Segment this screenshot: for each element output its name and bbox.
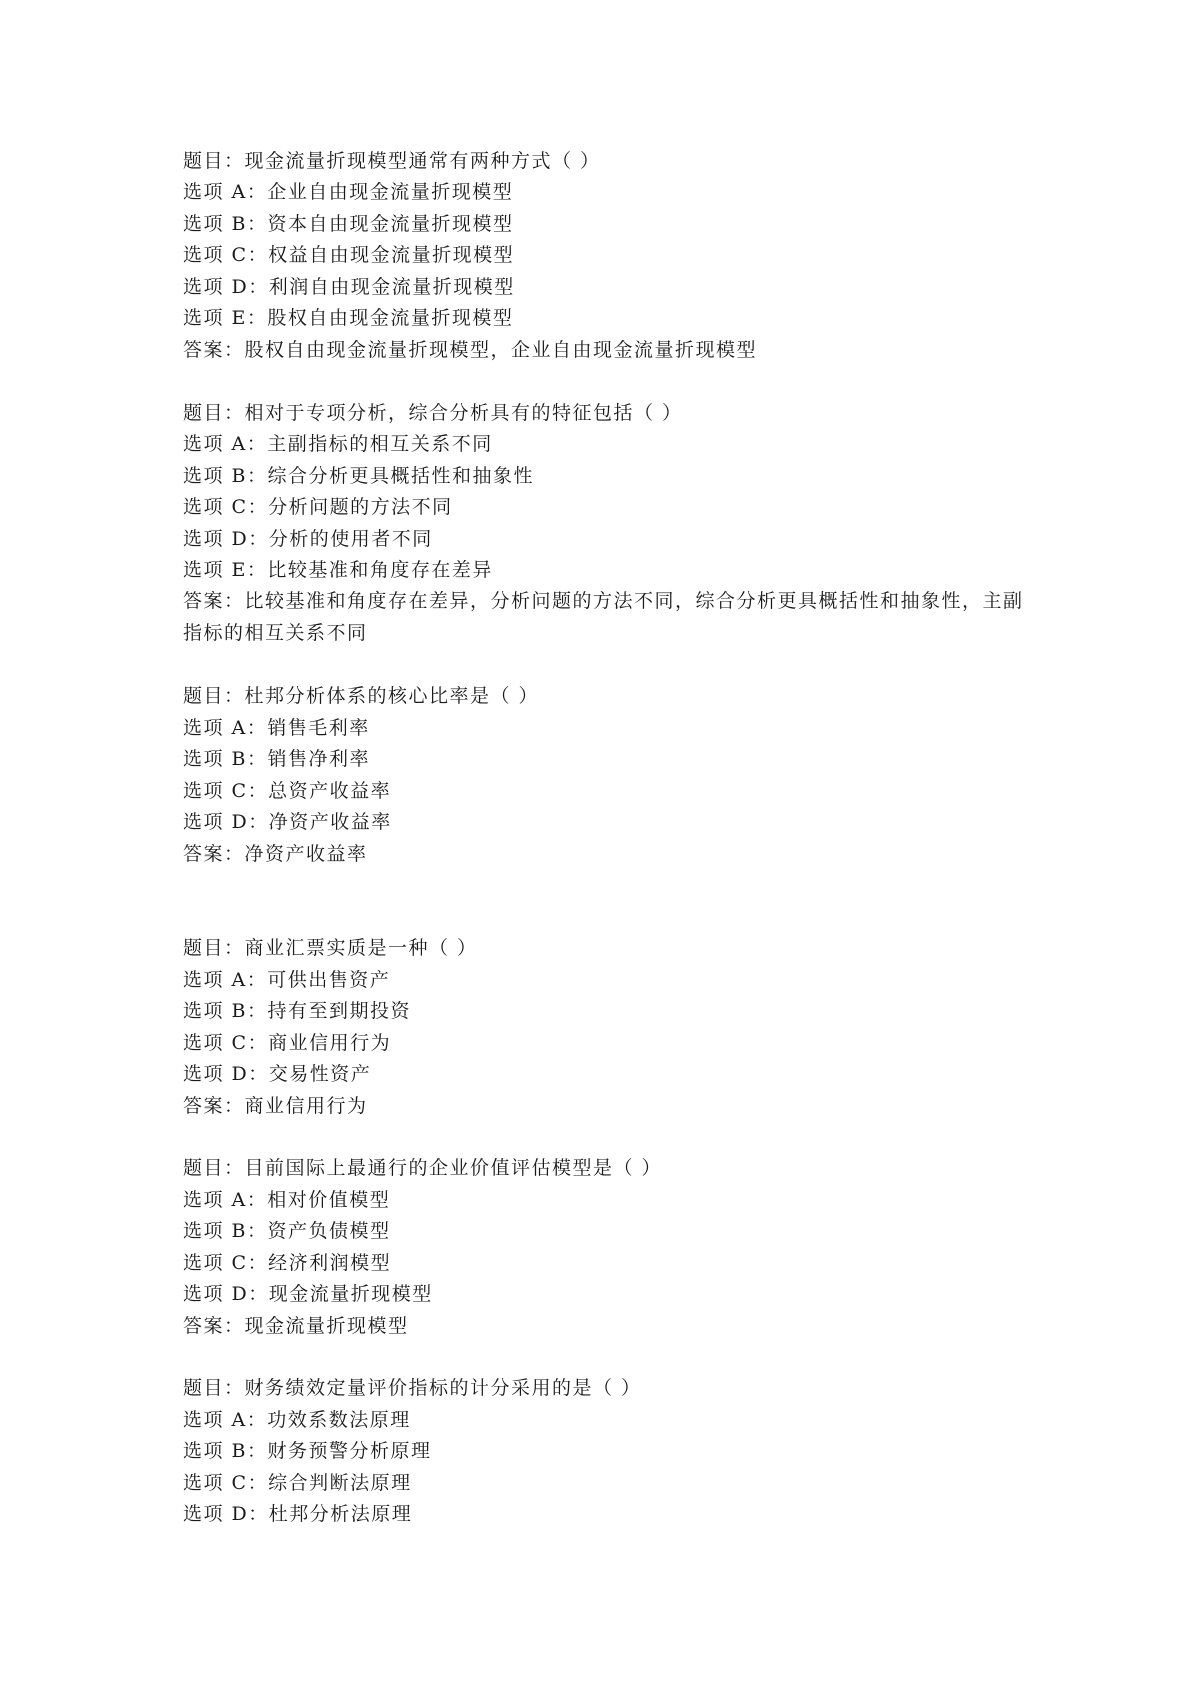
question-4-answer: 答案：商业信用行为	[183, 1095, 368, 1117]
question-5-text: 题目：目前国际上最通行的企业价值评估模型是（ ）	[183, 1157, 663, 1179]
question-3-option-a: 选项 A：销售毛利率	[183, 717, 370, 739]
question-2-option-b: 选项 B：综合分析更具概括性和抽象性	[183, 465, 535, 487]
question-5-option-c: 选项 C：经济利润模型	[183, 1252, 392, 1274]
question-6-option-d: 选项 D：杜邦分析法原理	[183, 1503, 413, 1525]
question-1-option-d: 选项 D：利润自由现金流量折现模型	[183, 276, 515, 298]
question-2-answer: 答案：比较基准和角度存在差异，分析问题的方法不同，综合分析更具概括性和抽象性，主副指标的相互关系不同	[183, 590, 1024, 644]
question-4-text: 题目：商业汇票实质是一种（ ）	[183, 937, 478, 959]
question-4-option-d: 选项 D：交易性资产	[183, 1063, 372, 1085]
question-6-text: 题目：财务绩效定量评价指标的计分采用的是（ ）	[183, 1377, 642, 1399]
question-6-option-a: 选项 A：功效系数法原理	[183, 1409, 411, 1431]
question-2-option-d: 选项 D：分析的使用者不同	[183, 528, 433, 550]
question-5-option-a: 选项 A：相对价值模型	[183, 1189, 391, 1211]
question-1-text: 题目：现金流量折现模型通常有两种方式（ ）	[183, 150, 601, 172]
question-1-option-c: 选项 C：权益自由现金流量折现模型	[183, 244, 515, 266]
question-1-option-e: 选项 E：股权自由现金流量折现模型	[183, 307, 514, 329]
question-3-option-d: 选项 D：净资产收益率	[183, 811, 392, 833]
question-2-option-c: 选项 C：分析问题的方法不同	[183, 496, 453, 518]
question-3-option-c: 选项 C：总资产收益率	[183, 780, 392, 802]
question-2-option-a: 选项 A：主副指标的相互关系不同	[183, 433, 493, 455]
question-3-option-b: 选项 B：销售净利率	[183, 748, 371, 770]
question-5-option-d: 选项 D：现金流量折现模型	[183, 1283, 433, 1305]
question-4-option-c: 选项 C：商业信用行为	[183, 1032, 392, 1054]
question-1-answer: 答案：股权自由现金流量折现模型，企业自由现金流量折现模型	[183, 339, 758, 361]
question-3-text: 题目：杜邦分析体系的核心比率是（ ）	[183, 685, 540, 707]
question-5-option-b: 选项 B：资产负债模型	[183, 1220, 391, 1242]
question-3-answer: 答案：净资产收益率	[183, 843, 368, 865]
question-1-option-b: 选项 B：资本自由现金流量折现模型	[183, 213, 514, 235]
question-2-option-e: 选项 E：比较基准和角度存在差异	[183, 559, 493, 581]
question-6-option-b: 选项 B：财务预警分析原理	[183, 1440, 432, 1462]
question-2-text: 题目：相对于专项分析，综合分析具有的特征包括（ ）	[183, 402, 683, 424]
question-6-option-c: 选项 C：综合判断法原理	[183, 1472, 412, 1494]
question-1-option-a: 选项 A：企业自由现金流量折现模型	[183, 181, 514, 203]
question-4-option-b: 选项 B：持有至到期投资	[183, 1000, 412, 1022]
question-5-answer: 答案：现金流量折现模型	[183, 1315, 409, 1337]
question-4-option-a: 选项 A：可供出售资产	[183, 969, 391, 991]
